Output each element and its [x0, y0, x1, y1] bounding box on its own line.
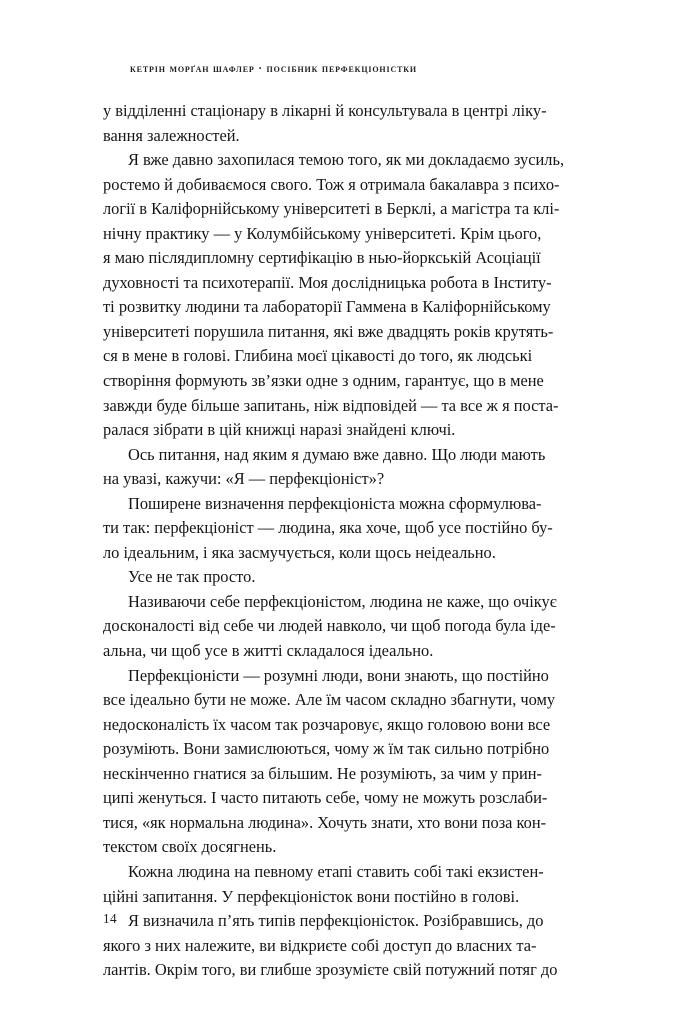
text-line: Я визначила п’ять типів перфекціоністок. Розібравшись, до [128, 911, 544, 931]
text-line: нічну практику — у Колумбійському університеті. Крім цього, [103, 223, 542, 243]
text-line: лантів. Окрім того, ви глибше зрозумієте свій потужний потяг до [103, 960, 558, 980]
text-line: ційні запитання. У перфекціоністок вони постійно в голові. [103, 886, 520, 906]
paragraph [103, 565, 591, 590]
paragraph [103, 590, 591, 664]
paragraph [103, 860, 591, 909]
text-line: досконалості від себе чи людей навколо, чи щоб погода була іде- [103, 616, 556, 636]
text-line: створіння формують зв’язки одне з одним, гарантує, що в мене [103, 371, 544, 391]
text-line: я маю післядипломну сертифікацію в нью-йоркській Асоціації [103, 248, 541, 268]
text-line: завжди буде більше запитань, ніж відповідей — та все ж я поста- [103, 395, 559, 415]
text-line: ципі женуться. І часто питають себе, чому не можуть розслаби- [103, 788, 548, 808]
text-line: університеті порушила питання, які вже двадцять років крутять- [103, 321, 554, 341]
paragraph [103, 99, 591, 148]
text-line: ростемо й добиваємося свого. Тож я отримала бакалавра з психо- [103, 174, 560, 194]
text-line: ло ідеальним, і яка засмучується, коли щось неідеально. [103, 542, 496, 562]
text-line: Називаючи себе перфекціоністом, людина не каже, що очікує [128, 591, 557, 611]
paragraph [103, 443, 591, 492]
body-text-block [103, 99, 591, 983]
text-line: ти так: перфекціоніст — людина, яка хоче, щоб усе постійно бу- [103, 518, 553, 538]
text-line: на увазі, кажучи: «Я — перфекціоніст»? [103, 469, 385, 489]
text-line: Усе не так просто. [128, 567, 256, 587]
text-line: Кожна людина на певному етапі ставить собі такі екзистен- [128, 861, 544, 881]
paragraph [103, 909, 591, 983]
text-line: недосконалість їх часом так розчаровує, якщо головою вони все [103, 714, 551, 734]
text-line: нескінченно гнатися за більшим. Не розуміють, за чим у прин- [103, 763, 543, 783]
text-line: ся в мене в голові. Глибина моєї цікавості до того, як людські [103, 346, 533, 366]
text-line: Поширене визначення перфекціоніста можна сформулюва- [128, 493, 542, 513]
text-line: Я вже давно захопилася темою того, як ми докладаємо зусиль, [128, 150, 565, 170]
text-line: якого з них належите, ви відкриєте собі доступ до власних та- [103, 935, 537, 955]
text-line: тися, «як нормальна людина». Хочуть знати, хто вони поза кон- [103, 812, 547, 832]
text-line: ті розвитку людини та лабораторії Гаммена в Каліфорнійському [103, 297, 551, 317]
text-line: Перфекціоністи — розумні люди, вони знають, що постійно [128, 665, 549, 685]
text-line: текстом своїх досягнень. [103, 837, 277, 857]
text-line: Ось питання, над яким я думаю вже давно. Що люди мають [128, 444, 546, 464]
text-line: у відділенні стаціонару в лікарні й консультувала в центрі ліку- [103, 101, 547, 120]
page-number: 14 [103, 911, 117, 926]
text-line: ралася зібрати в цій книжці наразі знайдені ключі. [103, 420, 456, 440]
text-line: все ідеально бути не може. Але їм часом складно збагнути, чому [103, 690, 556, 710]
text-line: духовності та психотерапії. Моя дослідницька робота в Інститу- [103, 272, 552, 292]
running-head: кетрін морґан шафлер · посібник перфекціоністки [130, 63, 418, 75]
paragraph [103, 492, 591, 566]
text-line: розуміють. Вони замислюються, чому ж їм так сильно потрібно [103, 739, 550, 759]
paragraph [103, 664, 591, 860]
text-line: альна, чи щоб усе в житті складалося ідеально. [103, 641, 434, 661]
text-line: логії в Каліфорнійському університеті в Берклі, а магістра та клі- [103, 199, 560, 219]
text-line: вання залежностей. [103, 125, 240, 145]
paragraph [103, 148, 591, 443]
